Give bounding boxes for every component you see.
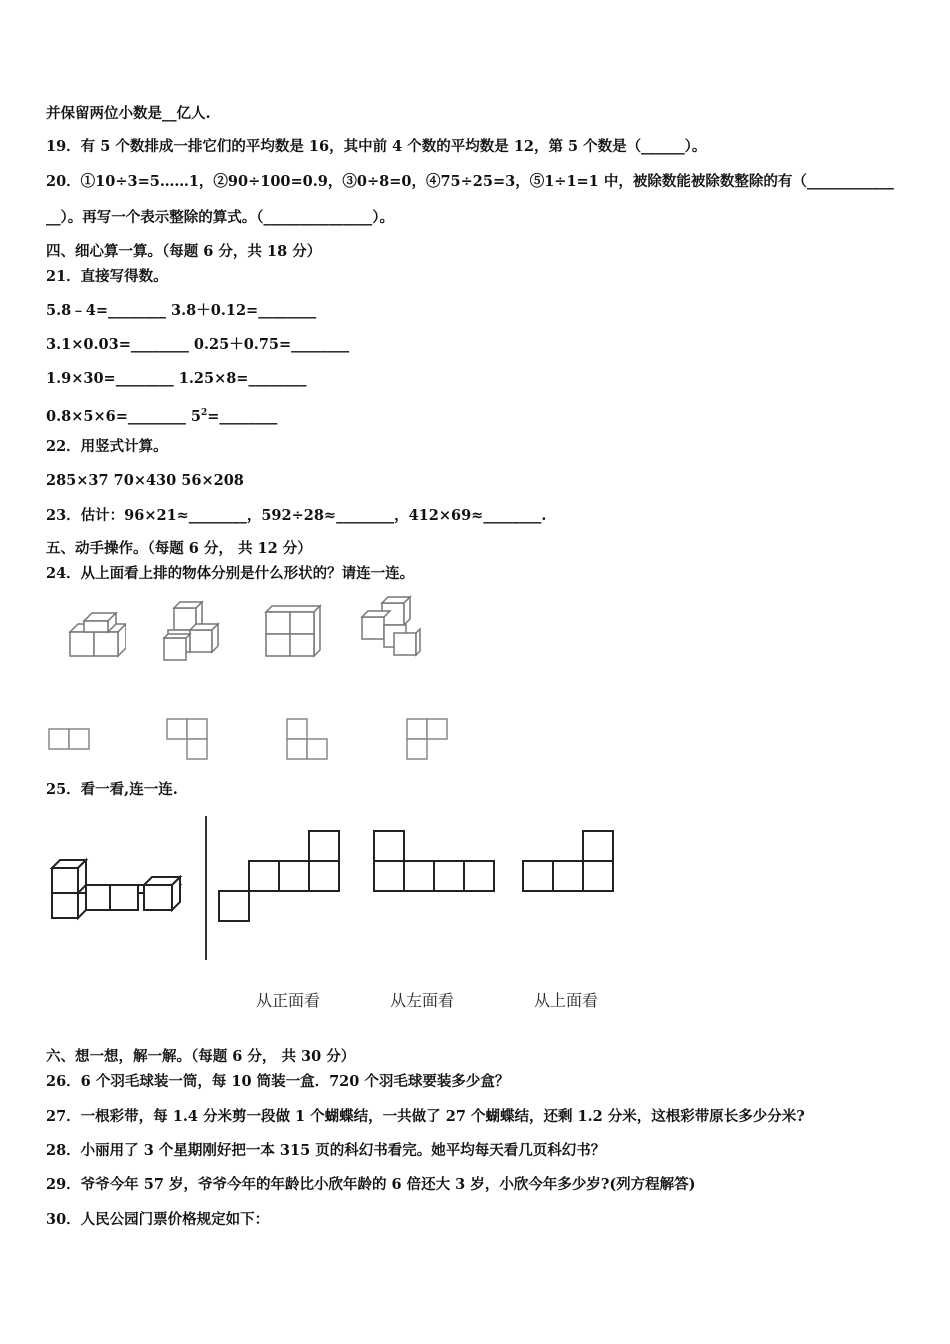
q24-solid-1: [66, 612, 126, 658]
q25-view-3: [522, 830, 614, 892]
question-21: 21．直接写得数。: [46, 268, 168, 285]
caption-left-view: 从左面看: [390, 991, 455, 1010]
question-27: 27．一根彩带，每 1.4 分米剪一段做 1 个蝴蝶结，一共做了 27 个蝴蝶结，还剩 1.2 分米，这根彩带原长多少分米?: [46, 1108, 805, 1125]
q24-solid-3: [264, 604, 322, 658]
question-22: 22．用竖式计算。: [46, 438, 168, 455]
q25-view-2: [373, 830, 495, 892]
q24-view-a: [48, 728, 92, 752]
calc-row-4-part-a: 0.8×5×6=________ 5: [46, 407, 201, 425]
section-4-heading: 四、细心算一算。（每题 6 分，共 18 分）: [46, 243, 322, 260]
question-19: 19．有 5 个数排成一排它们的平均数是 16，其中前 4 个数的平均数是 12，第 5 个数是（______）。: [46, 138, 707, 155]
question-28: 28．小丽用了 3 个星期刚好把一本 315 页的科幻书看完。她平均每天看几页科幻书？: [46, 1142, 606, 1159]
question-25: 25．看一看,连一连.: [46, 781, 178, 798]
calc-row-1: 5.8﹣4=________ 3.8＋0.12=________: [46, 302, 317, 319]
question-24: 24．从上面看上排的物体分别是什么形状的？请连一连。: [46, 565, 415, 582]
calc-row-3: 1.9×30=________ 1.25×8=________: [46, 370, 307, 387]
question-23: 23．估计：96×21≈________，592÷28≈________，412×69≈________.: [46, 507, 547, 524]
question-20: 20．①10÷3=5……1，②90÷100=0.9，③0÷8=0，④75÷25=3，⑤1÷1=1 中，被除数能被除数整除的有（____________: [46, 173, 894, 190]
q25-solid: [48, 856, 188, 926]
q24-view-c: [286, 718, 330, 760]
q24-view-d: [406, 718, 450, 760]
calc-row-2: 3.1×0.03=________ 0.25＋0.75=________: [46, 336, 350, 353]
question-29: 29．爷爷今年 57 岁，爷爷今年的年龄比小欣年龄的 6 倍还大 3 岁，小欣今年多少岁?(列方程解答): [46, 1176, 696, 1193]
section-5-heading: 五、动手操作。（每题 6 分， 共 12 分）: [46, 540, 312, 557]
caption-top-view: 从上面看: [534, 991, 599, 1010]
text-line-fragment: 并保留两位小数是__亿人.: [46, 105, 211, 122]
calc-row-4: [46, 403, 277, 427]
question-26: 26．6 个羽毛球装一筒，每 10 筒装一盒．720 个羽毛球要装多少盒？: [46, 1073, 510, 1090]
q24-solid-4: [358, 595, 424, 659]
calc-row-4-part-b: =________: [207, 407, 278, 425]
divider-line: [204, 816, 208, 960]
question-20-continued: __）。再写一个表示整除的算式。（_______________）。: [46, 209, 394, 226]
caption-front-view: 从正面看: [256, 991, 321, 1010]
question-30: 30．人民公园门票价格规定如下：: [46, 1211, 270, 1228]
q25-view-1: [218, 830, 340, 922]
section-6-heading: 六、想一想，解一解。（每题 6 分， 共 30 分）: [46, 1048, 356, 1065]
q24-solid-2: [160, 600, 226, 662]
question-22-expressions: 285×37 70×430 56×208: [46, 472, 244, 489]
q24-view-b: [166, 718, 210, 760]
calc-row-4-exponent: 2: [201, 408, 208, 418]
